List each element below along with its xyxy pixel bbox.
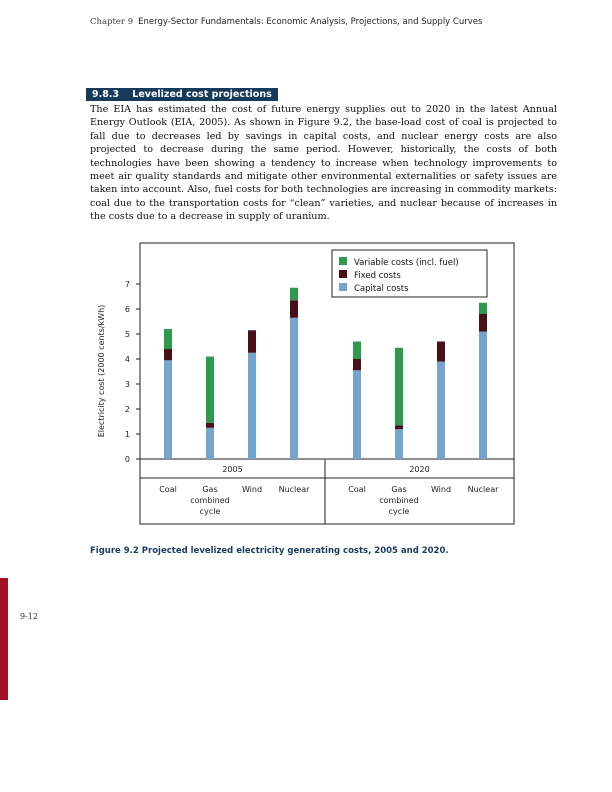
category-label: Gas bbox=[202, 485, 218, 494]
group-label-2020: 2020 bbox=[409, 465, 430, 474]
bar-capital-costs bbox=[353, 370, 361, 459]
y-tick-label: 2 bbox=[124, 405, 130, 414]
chapter-title: Energy-Sector Fundamentals: Economic Analysis, Projections, and Supply Curves bbox=[138, 17, 483, 27]
y-tick-label: 4 bbox=[124, 355, 130, 364]
y-tick-label: 3 bbox=[124, 380, 130, 389]
category-label: Wind bbox=[430, 485, 452, 494]
bar-fixed-costs bbox=[248, 330, 256, 353]
category-label: Nuclear bbox=[467, 485, 499, 494]
page-number: 9-12 bbox=[20, 612, 38, 621]
body-paragraph: The EIA has estimated the cost of future energy supplies out to 2020 in the latest Annual Energy Outlook (EIA, 2005). As shown in Figure 9.2, the base-load cost of coal is projected to fall due to decreases led by savings in capital costs, and nuclear energy costs are also projected to decrease during the same period. However, historically, the costs of both technologies have been showing a tendency to increase when technology improvements to meet air quality standards and mitigate other environmental externalities or safety issues are taken into account. Also, fuel costs for both technologies are increasing in commodity markets: coal due to the transportation costs for “clean” varieties, and nuclear because of increases in the costs due to a decrease in supply of uranium. bbox=[90, 104, 557, 223]
category-label: Wind bbox=[241, 485, 263, 494]
bar-capital-costs bbox=[437, 362, 445, 460]
category-label: combined bbox=[379, 496, 419, 505]
category-label: Coal bbox=[348, 485, 366, 494]
bar-variable-costs-incl-fuel- bbox=[290, 288, 298, 301]
legend-swatch bbox=[339, 270, 347, 278]
category-label: Coal bbox=[159, 485, 177, 494]
legend-swatch bbox=[339, 283, 347, 291]
bar-capital-costs bbox=[206, 428, 214, 459]
legend-label: Fixed costs bbox=[354, 271, 401, 281]
category-label: Nuclear bbox=[278, 485, 310, 494]
legend-swatch bbox=[339, 257, 347, 265]
bar-fixed-costs bbox=[290, 300, 298, 318]
bar-capital-costs bbox=[395, 429, 403, 459]
y-tick-label: 6 bbox=[124, 305, 130, 314]
category-label: Gas bbox=[391, 485, 407, 494]
bar-fixed-costs bbox=[164, 349, 172, 360]
y-tick-label: 5 bbox=[124, 330, 130, 339]
legend-label: Capital costs bbox=[354, 284, 409, 294]
group-label-2005: 2005 bbox=[222, 465, 243, 474]
chapter-label: Chapter 9 bbox=[90, 17, 134, 27]
bar-variable-costs-incl-fuel- bbox=[353, 342, 361, 360]
y-axis-label: Electricity cost (2000 cents/kWh) bbox=[97, 304, 106, 438]
bar-capital-costs bbox=[479, 332, 487, 460]
bar-variable-costs-incl-fuel- bbox=[206, 357, 214, 423]
figure-caption: Figure 9.2 Projected levelized electricity generating costs, 2005 and 2020. bbox=[90, 546, 449, 556]
bar-fixed-costs bbox=[479, 314, 487, 332]
y-tick-label: 7 bbox=[124, 280, 130, 289]
bar-fixed-costs bbox=[395, 425, 403, 429]
category-label: cycle bbox=[388, 507, 410, 516]
bar-capital-costs bbox=[290, 318, 298, 459]
y-tick-label: 0 bbox=[124, 455, 130, 464]
page-edge-tab bbox=[0, 578, 8, 700]
y-tick-label: 1 bbox=[124, 430, 130, 439]
section-heading: 9.8.3 Levelized cost projections bbox=[86, 88, 278, 101]
bar-variable-costs-incl-fuel- bbox=[395, 348, 403, 426]
bar-fixed-costs bbox=[206, 423, 214, 428]
bar-fixed-costs bbox=[353, 359, 361, 370]
bar-capital-costs bbox=[248, 353, 256, 459]
bar-variable-costs-incl-fuel- bbox=[164, 329, 172, 349]
category-label: cycle bbox=[199, 507, 221, 516]
bar-capital-costs bbox=[164, 360, 172, 459]
legend-label: Variable costs (incl. fuel) bbox=[354, 258, 459, 268]
bar-fixed-costs bbox=[437, 342, 445, 362]
bar-variable-costs-incl-fuel- bbox=[479, 303, 487, 314]
category-label: combined bbox=[190, 496, 230, 505]
